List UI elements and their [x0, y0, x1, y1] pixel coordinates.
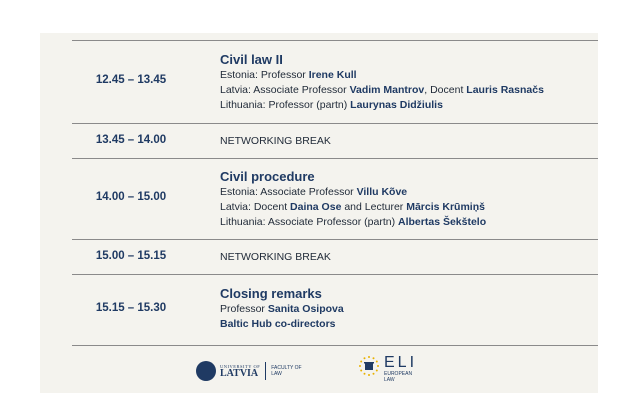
- agenda-row-break-2: [72, 239, 598, 274]
- agenda-row-civil-procedure: [72, 158, 598, 239]
- agenda-row-break-1: [72, 123, 598, 158]
- speaker-role: Lithuania: Professor (partn): [220, 99, 351, 111]
- speaker-role: , Docent: [424, 84, 467, 96]
- logo-text-small: LAW: [384, 377, 395, 383]
- session-time: 15.00 – 15.15: [95, 250, 167, 262]
- eli-stars-icon: [358, 355, 380, 377]
- logo-faculty-line2: LAW: [271, 371, 282, 377]
- speaker-role: Latvia: Docent: [220, 201, 291, 213]
- agenda-row-closing: [72, 274, 598, 345]
- speaker-name: Daina Ose: [290, 201, 342, 213]
- speaker-line: [220, 215, 486, 230]
- speaker-line: [220, 317, 344, 332]
- session-content: [220, 51, 544, 113]
- logo-text-big: ELI: [384, 354, 418, 371]
- speaker-name: Baltic Hub co-directors: [220, 318, 336, 330]
- logo-separator: [265, 362, 266, 380]
- session-title: Civil law II: [220, 52, 283, 67]
- university-of-latvia-logo: [196, 361, 302, 381]
- speaker-lines: [220, 302, 344, 332]
- university-crest-icon: [196, 361, 216, 381]
- session-content: [220, 285, 344, 332]
- speaker-name: Lauris Rasnačs: [466, 84, 544, 96]
- session-title: Closing remarks: [220, 286, 322, 301]
- document-page: [40, 33, 598, 393]
- speaker-line: [220, 83, 544, 98]
- agenda-row-civil-law: [72, 40, 598, 123]
- session-title: Civil procedure: [220, 169, 315, 184]
- session-time: 13.45 – 14.00: [95, 134, 167, 146]
- logo-text-big: LATVIA: [220, 367, 259, 379]
- session-content: [220, 168, 486, 230]
- speaker-role: Estonia: Professor: [220, 69, 309, 81]
- speaker-name: Mārcis Krūmiņš: [406, 201, 485, 213]
- speaker-name: Irene Kull: [308, 69, 357, 81]
- eli-logo: [358, 355, 417, 383]
- speaker-line: [220, 200, 486, 215]
- logo-text-small: EUROPEAN: [384, 371, 413, 377]
- divider: [72, 345, 598, 346]
- speaker-role: Latvia: Associate Professor: [220, 84, 350, 96]
- session-time: 14.00 – 15.00: [95, 191, 167, 203]
- speaker-lines: [220, 68, 544, 113]
- break-label: NETWORKING BREAK: [220, 251, 331, 263]
- logo-text-small: UNIVERSITY OF: [220, 363, 261, 369]
- speaker-name: Sanita Osipova: [267, 303, 344, 315]
- speaker-role: and Lecturer: [341, 201, 407, 213]
- speaker-line: [220, 98, 544, 113]
- session-time: 15.15 – 15.30: [95, 302, 167, 314]
- speaker-role: Professor: [220, 303, 268, 315]
- speaker-line: [220, 302, 344, 317]
- speaker-name: Albertas Šekštelo: [398, 216, 487, 228]
- speaker-role: Estonia: Associate Professor: [220, 186, 357, 198]
- footer-logos: [40, 355, 598, 393]
- break-label: NETWORKING BREAK: [220, 135, 331, 147]
- speaker-line: [220, 68, 544, 83]
- speaker-name: Laurynas Didžiulis: [350, 99, 443, 111]
- speaker-lines: [220, 185, 486, 230]
- speaker-line: [220, 185, 486, 200]
- speaker-name: Villu Kõve: [356, 186, 408, 198]
- speaker-name: Vadim Mantrov: [349, 84, 425, 96]
- speaker-role: Lithuania: Associate Professor (partn): [220, 216, 399, 228]
- logo-faculty-line1: FACULTY OF: [271, 365, 302, 371]
- session-time: 12.45 – 13.45: [95, 74, 167, 86]
